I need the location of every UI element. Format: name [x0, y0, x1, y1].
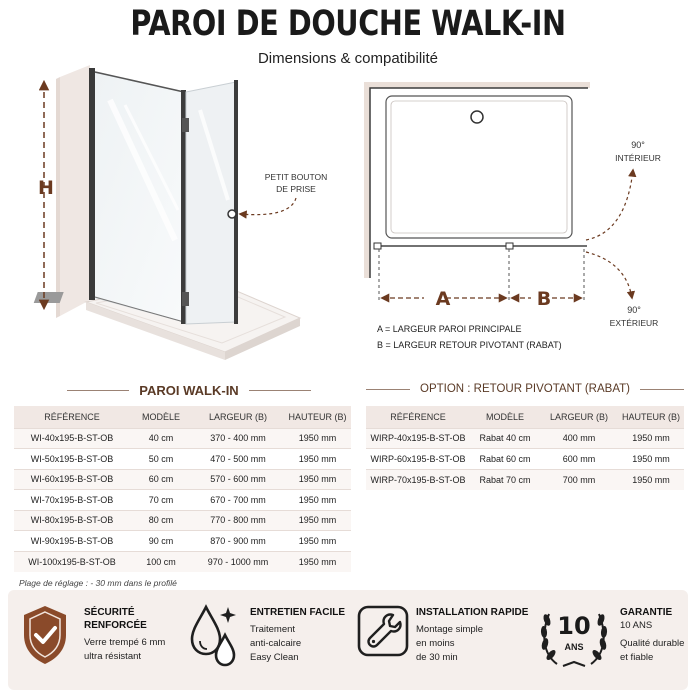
- table-row: [14, 428, 351, 449]
- col-header: LARGEUR (B): [208, 411, 267, 422]
- height-dimension: [38, 82, 54, 308]
- shield-check-icon: [20, 603, 70, 667]
- exterior-degree: 90°: [627, 305, 641, 315]
- grip-callout: [240, 172, 327, 215]
- feature-title: ENTRETIEN FACILE: [250, 607, 346, 618]
- cell: Rabat 60 cm: [470, 449, 540, 470]
- feature-security: [84, 606, 165, 664]
- page-title: PAROI DE DOUCHE WALK-IN: [130, 4, 566, 44]
- feature-easy-clean: [250, 606, 345, 665]
- cell: 1950 mm: [284, 531, 351, 552]
- drain-grate: [34, 292, 64, 303]
- cell: 1950 mm: [284, 490, 351, 511]
- col-header: MODÈLE: [485, 411, 524, 422]
- feature-text: Easy Clean: [250, 652, 299, 663]
- cell: WI-100x195-B-ST-OB: [14, 551, 130, 572]
- legend-a: A = LARGEUR PAROI PRINCIPALE: [377, 324, 522, 334]
- legend-b: B = LARGEUR RETOUR PIVOTANT (RABAT): [377, 340, 562, 350]
- cell: 770 - 800 mm: [192, 510, 284, 531]
- cell: 1950 mm: [618, 469, 684, 490]
- cell: 1950 mm: [284, 551, 351, 572]
- cell: 1950 mm: [284, 428, 351, 449]
- cell: 570 - 600 mm: [192, 469, 284, 490]
- col-header: HAUTEUR (B): [622, 411, 680, 422]
- col-header: LARGEUR (B): [549, 411, 608, 422]
- table-row: [366, 469, 684, 490]
- feature-text: Montage simple: [416, 624, 484, 635]
- feature-text: Qualité durable: [620, 638, 685, 649]
- cell: 40 cm: [130, 428, 192, 449]
- plan-view: [364, 82, 661, 328]
- feature-title: GARANTIE: [620, 607, 673, 618]
- feature-text: Traitement: [250, 624, 296, 635]
- cell: 80 cm: [130, 510, 192, 531]
- cell: 1950 mm: [618, 449, 684, 470]
- cell: 60 cm: [130, 469, 192, 490]
- col-header: RÉFÉRENCE: [44, 411, 100, 422]
- cell: 370 - 400 mm: [192, 428, 284, 449]
- cell: Rabat 40 cm: [470, 428, 540, 449]
- cell: 1950 mm: [618, 428, 684, 449]
- feature-installation: [416, 606, 528, 665]
- cell: 470 - 500 mm: [192, 449, 284, 470]
- cell: 870 - 900 mm: [192, 531, 284, 552]
- table-row: [14, 449, 351, 470]
- cell: 1950 mm: [284, 469, 351, 490]
- grip-button: [228, 210, 236, 218]
- feature-text: anti-calcaire: [250, 638, 302, 649]
- feature-title: SÉCURITÉ: [84, 607, 135, 618]
- table-row: [14, 531, 351, 552]
- water-drops-icon: [188, 601, 240, 671]
- feature-title: INSTALLATION RAPIDE: [416, 607, 529, 618]
- col-header: HAUTEUR (B): [288, 411, 347, 422]
- cell: 670 - 700 mm: [192, 490, 284, 511]
- table-row: [14, 551, 351, 572]
- feature-text: Verre trempé 6 mm: [84, 637, 166, 648]
- warranty-badge: [537, 600, 611, 672]
- wrench-icon: [357, 605, 409, 657]
- main-glass-panel: [89, 68, 186, 324]
- table-row: [14, 469, 351, 490]
- cell: 600 mm: [540, 449, 618, 470]
- cell: 700 mm: [540, 469, 618, 490]
- grip-label-line1: PETIT BOUTON: [264, 172, 328, 182]
- cell: WIRP-60x195-B-ST-OB: [366, 449, 470, 470]
- cell: 70 cm: [130, 490, 192, 511]
- feature-text: en moins: [416, 638, 455, 649]
- table-row: [366, 449, 684, 470]
- cell: 50 cm: [130, 449, 192, 470]
- cell: WI-90x195-B-ST-OB: [14, 531, 130, 552]
- feature-title: RENFORCÉE: [84, 620, 147, 631]
- table-row: [14, 490, 351, 511]
- feature-text: ultra résistant: [84, 651, 142, 662]
- col-header: RÉFÉRENCE: [390, 411, 446, 422]
- feature-text: de 30 min: [416, 652, 458, 663]
- exterior-label: EXTÉRIEUR: [609, 318, 659, 328]
- interior-label: INTÉRIEUR: [615, 153, 661, 163]
- interior-degree: 90°: [631, 140, 645, 150]
- cell: Rabat 70 cm: [470, 469, 540, 490]
- cell: 90 cm: [130, 531, 192, 552]
- feature-text: 10 ANS: [620, 620, 653, 631]
- badge-number: 10: [557, 612, 591, 640]
- cell: 1950 mm: [284, 449, 351, 470]
- cell: 400 mm: [540, 428, 618, 449]
- cell: WIRP-40x195-B-ST-OB: [366, 428, 470, 449]
- main-table: [14, 406, 351, 572]
- option-table: [366, 406, 684, 490]
- width-a-label: A: [435, 288, 451, 310]
- cell: 1950 mm: [284, 510, 351, 531]
- table-header-row: [14, 406, 351, 428]
- adjustment-note: Plage de réglage : - 30 mm dans le profilé: [19, 578, 177, 588]
- page-subtitle: Dimensions & compatibilité: [257, 50, 439, 67]
- grip-label-line2: DE PRISE: [276, 184, 316, 194]
- cell: WIRP-70x195-B-ST-OB: [366, 469, 470, 490]
- cell: WI-70x195-B-ST-OB: [14, 490, 130, 511]
- badge-unit: ANS: [564, 642, 584, 652]
- pivot-return-panel: [182, 80, 238, 324]
- cell: WI-80x195-B-ST-OB: [14, 510, 130, 531]
- cell: WI-40x195-B-ST-OB: [14, 428, 130, 449]
- wall-panel: [56, 65, 90, 318]
- cell: 100 cm: [130, 551, 192, 572]
- table-header-row: [366, 406, 684, 428]
- table-row: [14, 510, 351, 531]
- feature-warranty: [620, 606, 684, 665]
- cell: WI-50x195-B-ST-OB: [14, 449, 130, 470]
- cell: WI-60x195-B-ST-OB: [14, 469, 130, 490]
- width-b-label: B: [536, 288, 552, 310]
- cell: 970 - 1000 mm: [192, 551, 284, 572]
- table-row: [366, 428, 684, 449]
- col-header: MODÈLE: [141, 411, 180, 422]
- option-table-title: OPTION : RETOUR PIVOTANT (RABAT): [366, 383, 684, 395]
- feature-text: et fiable: [620, 652, 654, 663]
- main-table-title: PAROI WALK-IN: [30, 383, 348, 398]
- height-label: H: [38, 177, 54, 199]
